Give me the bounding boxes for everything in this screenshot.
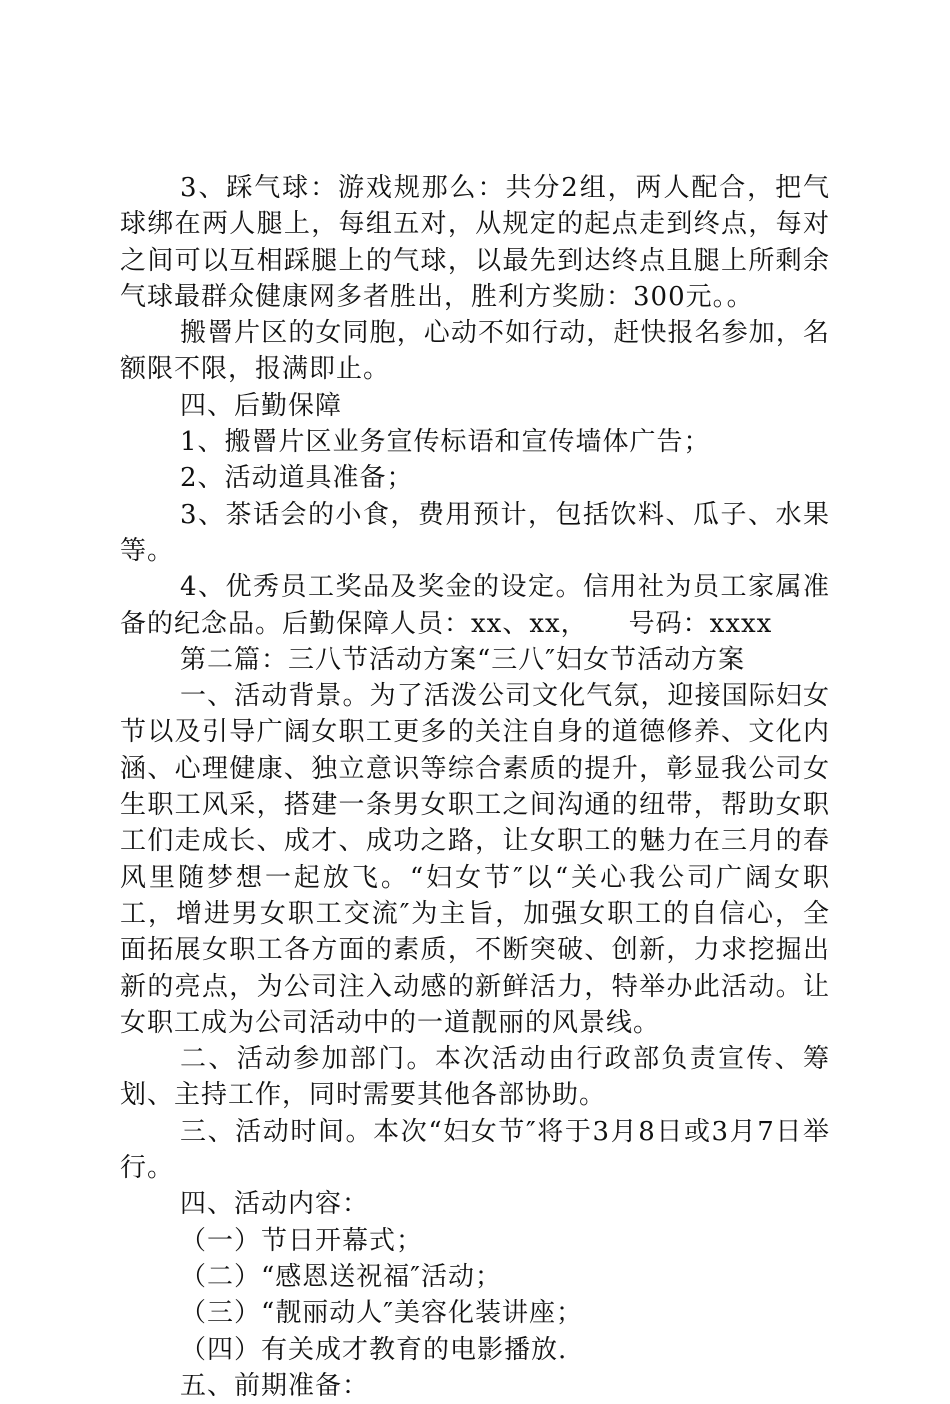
list-item-logistics-2: 2、活动道具准备；: [180, 463, 414, 494]
paragraph-signup-call: 搬罾片区的女同胞，心动不如行动，赶快报名参加，名额限不限，报满即止。: [120, 318, 830, 385]
paragraph-activity-background: 一、活动背景。为了活泼公司文化气氛，迎接国际妇女节以及引导广阔女职工更多的关注自身的道德修养、文化内涵、心理健康、独立意识等综合素质的提升，彰显我公司女生职工风采，搭建一条男女职工之间沟通的纽带，帮助女职工们走成长、成才、成功之路，让女职工的魅力在三月的春风里随梦想一起放飞。“妇女节″以“关心我公司广阔女职工，增进男女职工交流″为主旨，加强女职工的自信心，全面拓展女职工各方面的素质，不断突破、创新，力求挖掘出新的亮点，为公司注入动感的新鲜活力，特举办此活动。让女职工成为公司活动中的一道靓丽的风景线。: [120, 681, 830, 1038]
heading-preparation: 五、前期准备：: [180, 1370, 370, 1401]
list-item-logistics-4: 4、优秀员工奖品及奖金的设定。信用社为员工家属准备的纪念品。后勤保障人员：xx、xx， 号码：xxxx: [120, 572, 830, 639]
list-item-content-2: （二）“感恩送祝福″活动；: [180, 1261, 503, 1292]
paragraph-balloon-game: 3、踩气球：游戏规那么：共分2组，两人配合，把气球绑在两人腿上，每组五对，从规定的起点走到终点，每对之间可以互相踩腿上的气球，以最先到达终点且腿上所剩余气球最群众健康网多者胜出，胜利方奖励：300元。。: [120, 173, 830, 312]
paragraph-participating-departments: 二、活动参加部门。本次活动由行政部负责宣传、筹划、主持工作，同时需要其他各部协助。: [120, 1044, 830, 1111]
list-item-content-3: （三）“靓丽动人″美容化装讲座；: [180, 1298, 584, 1329]
list-item-content-1: （一）节日开幕式；: [180, 1225, 424, 1256]
paragraph-activity-time: 三、活动时间。本次“妇女节″将于3月8日或3月7日举行。: [120, 1116, 830, 1184]
section-title-part-two: 第二篇：三八节活动方案“三八″妇女节活动方案: [180, 644, 746, 675]
heading-activity-content: 四、活动内容：: [180, 1189, 370, 1220]
list-item-logistics-1: 1、搬罾片区业务宣传标语和宣传墙体广告；: [180, 427, 711, 458]
document-body: [120, 170, 830, 1404]
list-item-content-4: （四）有关成才教育的电影播放.: [180, 1334, 568, 1365]
heading-logistics: 四、后勤保障: [180, 390, 343, 421]
list-item-logistics-3: 3、茶话会的小食，费用预计，包括饮料、瓜子、水果等。: [120, 499, 830, 566]
